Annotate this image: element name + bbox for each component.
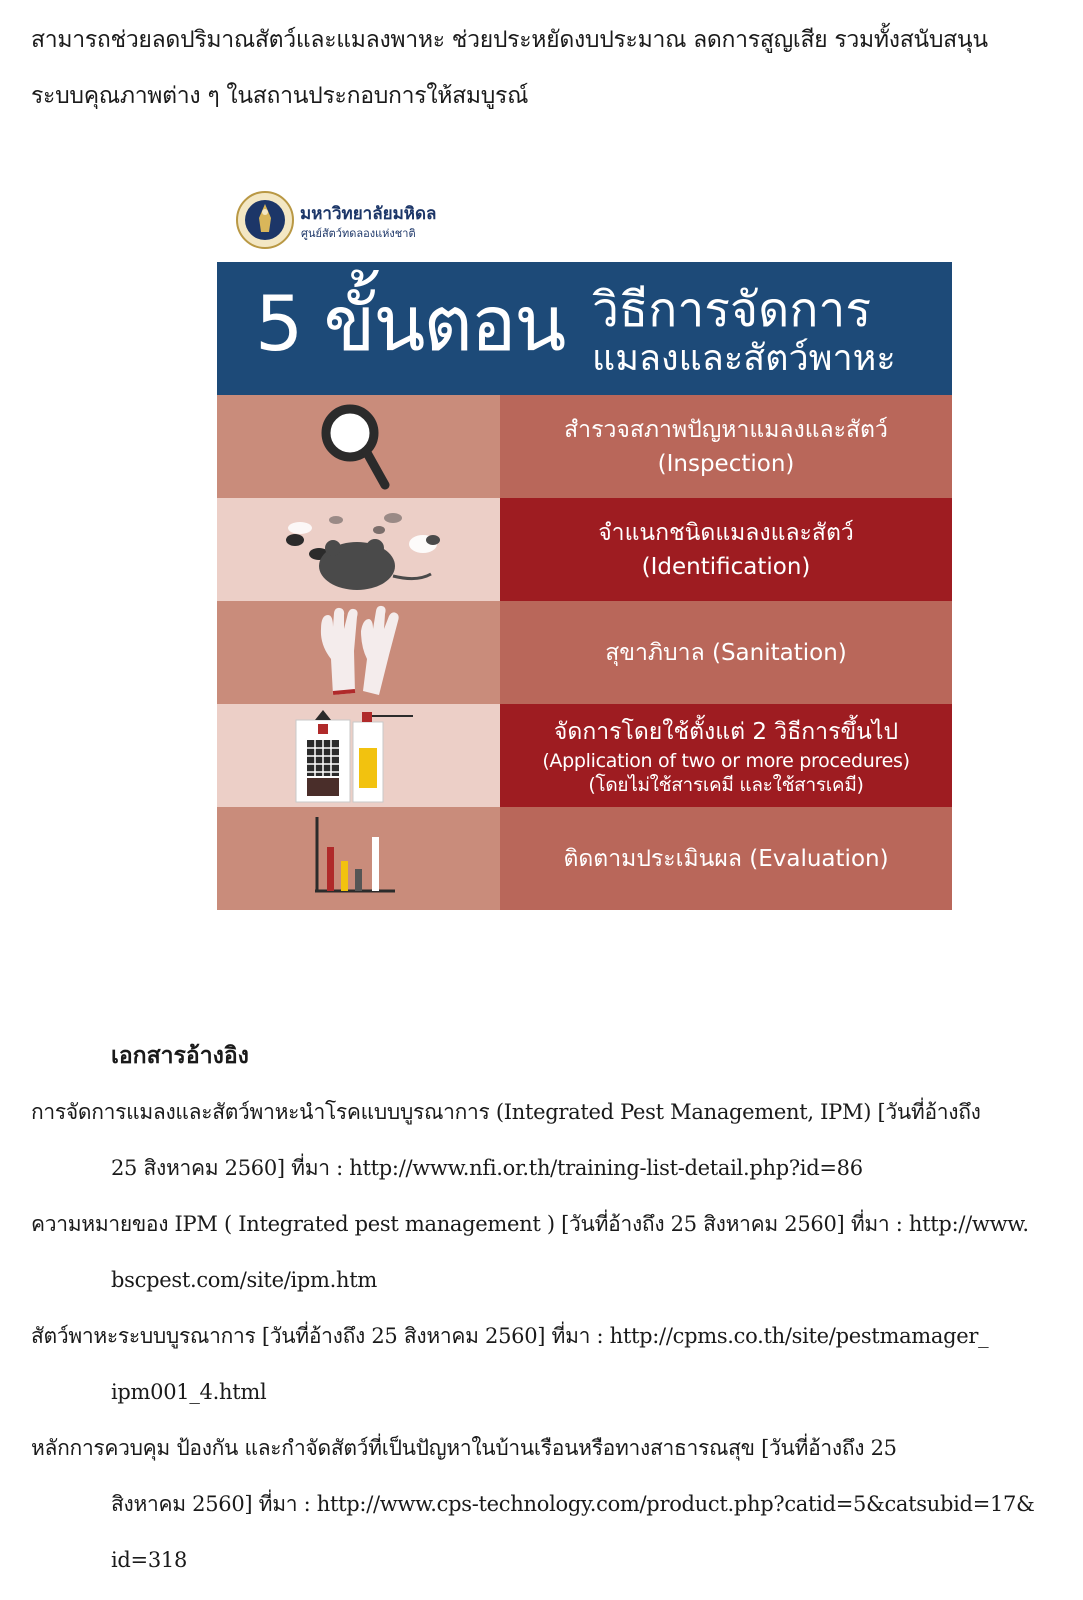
step-title: จัดการโดยใช้ตั้งแต่ 2 วิธีการขึ้นไป [553,718,899,745]
intro-line: สามารถช่วยลดปริมาณสัตว์และแมลงพาหะ ช่วยประหยัดงบประมาณ ลดการสูญเสีย รวมทั้งสนับสนุน [31,27,988,53]
step-text-cell [500,807,952,910]
banner-big-title: 5 ขั้นตอน [255,279,565,368]
reference-line: สัตว์พาหะระบบบูรณาการ [วันที่อ้างถึง 25 สิงหาคม 2560] ที่มา : http://cpms.co.th/site/pestmamager_ [31,1324,989,1348]
step-title: สุขาภิบาล (Sanitation) [605,639,847,666]
reference-line: ความหมายของ IPM ( Integrated pest management ) [วันที่อ้างถึง 25 สิงหาคม 2560] ที่มา : http://www. [31,1212,1029,1236]
intro-paragraph [31,12,1061,124]
infographic [217,262,952,910]
university-subname: ศูนย์สัตว์ทดลองแห่งชาติ [301,227,416,240]
step-icon-cell [217,704,500,807]
infographic-banner [217,262,952,395]
university-name: มหาวิทยาลัยมหิดล [300,204,437,224]
step-text-cell [500,601,952,704]
step-title: จำแนกชนิดแมลงและสัตว์ [598,519,854,546]
gloves-icon [217,601,500,704]
step-row-inspection [217,395,952,498]
bar-chart-icon [217,807,500,910]
banner-line1: วิธีการจัดการ [592,282,872,338]
reference-line: การจัดการแมลงและสัตว์พาหะนำโรคแบบบูรณาการ (Integrated Pest Management, IPM) [วันที่อ้างถึง [31,1100,981,1124]
pests-icon [217,498,500,601]
step-row-identification [217,498,952,601]
step-row-application [217,704,952,807]
step-text-cell [500,704,952,807]
step-subtitle: (Inspection) [657,450,795,477]
step-icon-cell [217,601,500,704]
step-text-cell [500,395,952,498]
step-row-sanitation [217,601,952,704]
step-icon-cell [217,807,500,910]
step-icon-cell [217,498,500,601]
references-heading: เอกสารอ้างอิง [111,1042,249,1069]
university-logo [236,191,456,251]
magnifying-glass-icon [217,395,500,498]
intro-line: ระบบคุณภาพต่าง ๆ ในสถานประกอบการให้สมบูรณ์ [31,83,529,109]
step-title: สำรวจสภาพปัญหาแมลงและสัตว์ [564,416,888,443]
reference-line: ipm001_4.html [111,1380,267,1404]
reference-line: 25 สิงหาคม 2560] ที่มา : http://www.nfi.or.th/training-list-detail.php?id=86 [111,1156,863,1180]
reference-line: หลักการควบคุม ป้องกัน และกำจัดสัตว์ที่เป็นปัญหาในบ้านเรือนหรือทางสาธารณสุข [วันที่อ้างถึง 25 [31,1436,897,1460]
step-row-evaluation [217,807,952,910]
step-title: ติดตามประเมินผล (Evaluation) [563,845,889,872]
step-subtitle: (Application of two or more procedures) [542,749,910,772]
step-icon-cell [217,395,500,498]
step-subtitle-thai: (โดยไม่ใช้สารเคมี และใช้สารเคมี) [588,773,864,796]
trap-spray-icon [217,704,500,807]
reference-line: bscpest.com/site/ipm.htm [111,1268,377,1292]
mahidol-seal-icon [236,191,294,249]
reference-line: id=318 [111,1548,188,1572]
banner-line2: แมลงและสัตว์พาหะ [592,338,896,379]
reference-line: สิงหาคม 2560] ที่มา : http://www.cps-technology.com/product.php?catid=5&catsubid=17& [111,1492,1035,1516]
step-subtitle: (Identification) [641,553,811,580]
step-text-cell [500,498,952,601]
